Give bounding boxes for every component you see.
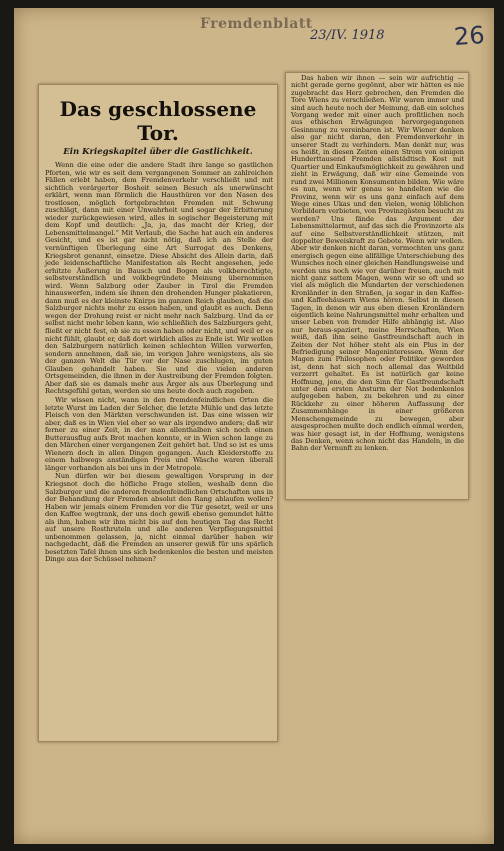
handwritten-date: 23/IV. 1918 (310, 28, 385, 43)
article-subtitle: Ein Kriegskapitel über die Gastlichkeit. (63, 147, 253, 157)
paragraph: Das haben wir ihnen — sein wir aufrichtig — nicht gerade gerne gegönnt, aber wir hätten es nie zugebracht das Herz gebrochen, den Fremden die Tore Wiens zu verschließen. Wir waren immer und sind auch heute noch der Meinung, daß ein solches Vorgang weder mit einer auch profitlichen noch aus ethischen Erwägungen hervorgegangenen Gesinnung zu vereinbaren ist. Wir Wiener denken also gar nicht daran, den Fremdenverkehr in unserer Stadt zu verhindern. Man denkt nur, was es heißt, in diesen Zeiten einen Strom von einigen Hunderttausend Fremden allstädtisch Kost mit Quartier und Einkaufsmöglichkeit zu gewähren und zieht in Erwägung, daß wir eine Gemeinde von rund zwei Millionen Konsumenten bilden. Wie wäre es nun, wenn wir genau so handelten wie die Provinz, wenn wir es uns ganz einfach auf dem Wege eines Ukas und den vielen, wenig löblichen Vorbildern verbieten, von Provinzgästen besucht zu werden? Uns fände das Argument der Lebensmittelarmut, auf das sich die Provinzorte als auf eine Selbstverständlichkeit stützen, mit doppelter Beweiskraft zu Gebote. Wenn wir wollen. Aber wir denken nicht daran, vermochten uns ganz energisch gegen eine allfällige Unterschiebung des Wunsches noch einer gleichen Handlungsweise und werden uns noch wie vor darüber freuen, auch mit nicht ganz sattem Magen, wenn wir so oft und so viel als möglich die Mundarten der verschiedenen Kronländer in den Straßen, ja sogar in den Kaffee- und Kaffeehäusern Wiens hören. Selbst in diesen Tagen, in denen wir aus eben diesen Kronländern eigentlich keine Nahrungsmittel mehr erhalten und unser Leben von fremder Hilfe abhängig ist. Also nur heraus-spaziert, meine Herrschaften, Wien weiß, daß ihm seine Gastfreundschaft auch in Zeiten der Not höher steht als ein Plus in der Befriedigung seiner Mageninteressen. Wenn der Magen zum Philosophen oder Politiker geworden ist, denn hat sich noch allemal das Weltbild verzerrt gehaltet. Es ist natürlich gar keine Hoffnung, jene, die den Sinn für Gastfreundschaft unter dem ersten Ansturm der Not bedenkenlos aufgegeben haben, zu bekehren und zu einer Rückkehr zu einer höheren Auffassung der Zusammenhänge in einer größeren Menschengemeinde zu bewegen, aber ausgesprochen mußte doch endlich einmal werden, was hier gesagt ist, in der Hoffnung, wenigstens das Denken, wenn schon nicht das Handeln, in die Bahn der Vernunft zu lenken. (291, 74, 464, 453)
paragraph: Nun dürfen wir bei diesem gewaltigen Vorsprung in der Kriegsnot doch die höfliche Frage stellen, weshalb denn die Salzburger und die anderen fremdenfeindlichen Ortschaften uns in der Behandlung der Fremden absolut den Rang ablaufen wollen? Haben wir jemals einem Fremden vor die Tür gesetzt, weil er uns den Kaffee wegtrank, der uns doch gewiß ebenso gemundet hätte als ihm, haben wir ihm nicht bis auf den heutigen Tag das Recht auf unsere Rosthruteln und alle anderen Verpflegungsmittel unbenommen gelassen, ja, nicht einmal darüber haben wir nachgedacht, daß die Fremden an unserer gewiß für uns spärlich besetzten Tafel ihnen uns sich bedenkenlos die besten und meisten Dinge aus der Schüssel nehmen? (45, 472, 273, 564)
clipping-right-column (285, 72, 469, 500)
article-title: Das geschlossene Tor. (59, 97, 257, 145)
paragraph: Wir wissen nicht, wann in den fremdenfeindlichen Orten die letzte Wurst im Laden der Selcher, die letzte Mühle und das letzte Fleisch von den Märkten verschwunden ist. Das eine wissen wir aber, daß es in Wien viel eher so war als irgendwo anders; daß wir ferner zu einer Zeit, in der man allenthalben sich noch einen Butterausflug aufs Brot machen konnte, er in Wien schon lange zu den Märchen einer vergangenen Zeit gehört hat. Und so ist es ums Wienern doch in allen Dingen gegangen. Auch Kleiderstoffe zu einem halbwegs anständigen Preis und Wäsche waren überall länger vorhanden als bei uns in der Metropole. (45, 395, 273, 472)
handwritten-page-number: 26 (453, 20, 486, 52)
article-body-right (286, 73, 468, 453)
paragraph: Wenn die eine oder die andere Stadt ihre lange so gastlichen Pforten, wie wir es seit dem vergangenen Sommer an zahlreichen Fällen erlebt haben, dem Fremdenverkehr verschließt und mit sichtlich verärgerter Bosheit seinen Besuch als unerwünscht erklärt, wenn man förmlich die Hausthüren vor den Nasen des trostlosen, möglich fortgebrachten Fremden mit Schwung zuschlägt, dann mit einer Unwahrheit und sogar der Erbitterung wieder zurückgewiesen wird, alles in sogischer Begeisterung mit dem Kopf und deutlich: „Ja, ja, das macht der Krieg, der Lebensmittelmangel.“ Mit Verlaub, die Sache hat auch ein anderes Gesicht, und es ist gar nicht nötig, daß ich an Stelle der vernünftigen Überlegung eine Art Surrogat des Denkens, Kriegsbrot genannt, einsetze. Diese Absicht des Allein darin, daß jede leidenschaftliche Manifestation als Recht angesehen, jede erhitzte Äußerung in Bausch und Bogen als volkberechtigte, selbstverständlich und volkbegründete Meinung übernommen wird. Wenn Salzburg oder Zauber in Tirol die Fremden hinauswerfen, indem sie ihnen den drohenden Hunger plakatieren, dann muß es der kleinste Knirps im ganzen Reich glauben, daß die Salzburger nichts mehr zu essen haben, und glaubt es auch. Denn wegen der Drohung reist er nicht mehr nach Salzburg. Und da er selbst nicht mehr leben kann, wie schließlich des Salzburgers geht, fließt er nicht fest, ob sie zu essen haben oder nicht, und weil er es nicht fühlt, glaubt er, daß dort wirklich alles zu Ende ist. Wir wollen den Salzburgern natürlich keinen schlechten Willen vorwerfen, sondern annehmen, daß sie, im vorigen Jahre wenigstens, als sie der ganzen Welt die Tür vor der Nase zuschlugen, im guten Glauben gehandelt haben. Sie und die vielen anderen Ortsgemeinden, die ihnen in der Austreibung der Fremden folgten. Aber daß sie es damals mehr aus Ärger als aus Überlegung und Rechtsgefühl getan, werden sie uns heute doch auch zugeben. (45, 161, 273, 396)
clipping-left-column (38, 84, 278, 742)
newspaper-masthead: Fremdenblatt (200, 16, 313, 32)
article-body-left (39, 162, 277, 564)
